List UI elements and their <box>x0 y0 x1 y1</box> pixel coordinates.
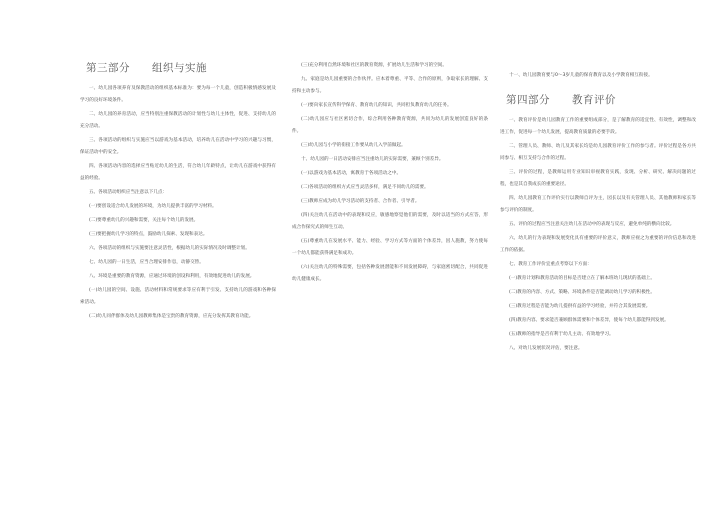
section-heading-part3 <box>86 60 276 75</box>
paragraph-list <box>500 115 696 355</box>
column-left <box>80 60 276 325</box>
paragraph: 七、幼儿园的一日生活，应当合理安排作息，动静交替。 <box>89 260 204 265</box>
paragraph: 二、幼儿园的养育活动，应当特别注重保教活动的计划性与幼儿主体性，促进、支持幼儿的充分活动。 <box>80 112 276 129</box>
paragraph: (四)教育内容、要求能否兼顾群体需要和个体差异，使每个幼儿都能得到发展。 <box>509 318 669 323</box>
paragraph-list <box>292 60 488 286</box>
paragraph: 八、对幼儿发展状况评估，要注意。 <box>509 346 583 351</box>
paragraph: 一、幼儿园各项养育及保教活动的组织基本标准为：要为每一个儿童，创造积极情感发展及学习的良好环境条件。 <box>80 86 276 103</box>
paragraph: 八、环境是重要的教育资源，应通过环境的创设和利用，有效地促进幼儿的发展。 <box>89 274 255 279</box>
paragraph: (三)教育过程是否能为幼儿提供有益的学习经验，并符合其发展需要。 <box>509 304 651 309</box>
paragraph: (三)幼儿园与小学的衔接工作要从幼儿入学前做起。 <box>301 143 406 148</box>
paragraph: (二)要尊重幼儿的兴趣和需要，关注每个幼儿的发展。 <box>89 218 199 223</box>
paragraph: (二)各项活动的组织方式应当灵活多样，满足不同幼儿的需要。 <box>301 185 429 190</box>
column-middle <box>292 60 488 288</box>
paragraph: 六、幼儿的行为表现和发展变化具有重要的评价意义，教师应视之为重要的评价信息和改进工作的依据。 <box>500 236 696 253</box>
paragraph: 三、评价的过程，是教师运用专业知识审视教育实践，发现、分析、研究、解决问题的过程，也是其自我成长的重要途径。 <box>500 170 696 187</box>
paragraph: (二)幼儿园应与社区密切合作，综合利用各种教育资源，共同为幼儿的发展创造良好的条件。 <box>292 117 488 134</box>
section-heading-part4 <box>506 92 696 107</box>
paragraph: (二)教育的内容、方式、策略、环境条件是否能调动幼儿学习的积极性。 <box>509 290 655 295</box>
paragraph: 四、幼儿园教育工作评价实行以教师自评为主，园长以及有关管理人员、其他教师和家长等参与评价的制度。 <box>500 196 696 213</box>
paragraph: 五、评价的过程应当注意关注幼儿在活动中的表现与反应，避免单纯的横向比较。 <box>509 222 675 227</box>
paragraph: (一)幼儿园的空间、设施、活动材料和常规要求等应有利于引发、支持幼儿的游戏和各种探索活动。 <box>80 288 276 305</box>
paragraph-list <box>500 70 696 82</box>
paragraph: 四、各项活动内容的选择应当贴近幼儿的生活，符合幼儿年龄特点，让幼儿在游戏中获得有益的经验。 <box>80 164 276 181</box>
part-title: 教育评价 <box>572 94 616 106</box>
paragraph: 一、教育评价是幼儿园教育工作的重要组成部分，是了解教育的适宜性、有效性，调整和改进工作，促进每一个幼儿发展，提高教育质量的必要手段。 <box>500 118 696 135</box>
paragraph: (一)以游戏为基本活动，寓教育于各项活动之中。 <box>301 171 402 176</box>
paragraph: 十、幼儿园的一日活动安排应当注重幼儿的实际需要，兼顾个别差异。 <box>301 157 444 162</box>
part-label: 第四部分 <box>506 94 550 106</box>
paragraph: 六、各项活动的组织与实施要注意灵活性，根据幼儿的实际情况及时调整计划。 <box>89 246 250 251</box>
part-title: 组织与实施 <box>152 62 207 74</box>
column-right <box>500 70 696 357</box>
paragraph: 十一、幼儿园教育要与0～3岁儿童的保育教育以及小学教育相互衔接。 <box>509 73 653 78</box>
paragraph: (一)要创设适合幼儿发展的环境，为幼儿提供丰富的学习材料。 <box>89 204 217 209</box>
paragraph: (三)充分利用自然环境和社区的教育资源，扩展幼儿生活和学习的空间。 <box>301 63 447 68</box>
paragraph: 二、管理人员、教师、幼儿及其家长均是幼儿园教育评价工作的参与者。评价过程是各方共同参与、相互支持与合作的过程。 <box>500 144 696 161</box>
paragraph: (四)关注幼儿在活动中的表现和反应，敏感地察觉他们的需要，及时以适当的方式应答，形成合作探究式的师生互动。 <box>292 213 488 230</box>
paragraph: 三、各项活动的组织与实施应当以游戏为基本活动，培养幼儿在活动中学习的兴趣与习惯，保证活动中的安全。 <box>80 138 276 155</box>
paragraph: (六)关注幼儿的特殊需要，包括各种发展潜能和不同发展障碍，与家庭密切配合，共同促进幼儿健康成长。 <box>292 265 488 282</box>
paragraph: (五)教师的指导是否有利于幼儿主动、有效地学习。 <box>509 332 614 337</box>
paragraph-list <box>80 83 276 323</box>
paragraph: (一)要向家长宣传科学保育、教育幼儿的知识，共同担负教育幼儿的任务。 <box>301 103 452 108</box>
part-label: 第三部分 <box>86 62 130 74</box>
paragraph: (三)教师应成为幼儿学习活动的支持者、合作者、引导者。 <box>301 199 420 204</box>
paragraph: (五)尊重幼儿在发展水平、能力、经验、学习方式等方面的个体差异，因人施教，努力使每一个幼儿都能获得满足和成功。 <box>292 239 488 256</box>
paragraph: 七、教育工作评价宜重点考察以下方面： <box>509 262 592 267</box>
paragraph: (二)幼儿同伴群体及幼儿园教师集体是宝贵的教育资源，应充分发挥其教育功能。 <box>89 314 254 319</box>
paragraph: (三)要把握幼儿学习的特点，鼓励幼儿探索、发现和表达。 <box>89 232 208 237</box>
paragraph: 九、家庭是幼儿园重要的合作伙伴。应本着尊重、平等、合作的原则，争取家长的理解、支持和主动参与。 <box>292 77 488 94</box>
paragraph: (一)教育计划和教育活动的目标是否建立在了解本班幼儿现状的基础上。 <box>509 276 655 281</box>
paragraph: 五、各项活动组织应当注意以下几点： <box>89 190 168 195</box>
